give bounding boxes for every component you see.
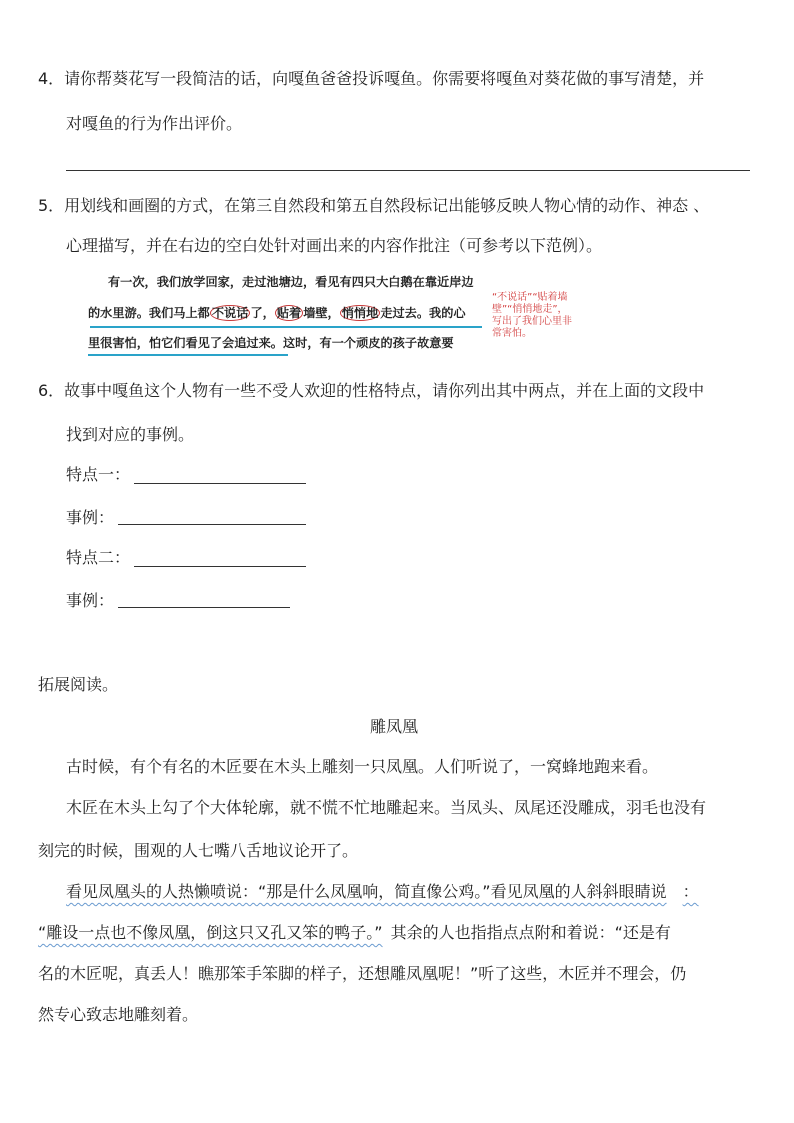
trait-2-label: 特点二： [66, 548, 131, 567]
example-line-3: 里很害怕，怕它们看见了会追过来。这时，有一个顽皮的孩子故意要 [88, 336, 454, 350]
question-5-line-1: 5．用划线和画圈的方式，在第三自然段和第五自然段标记出能够反映人物心情的动作、神态 、 [38, 196, 710, 215]
trait-2-answer-line[interactable] [134, 566, 306, 567]
example-circled-word: 悄悄地 [341, 306, 379, 320]
wavy-underlined-text: ： [682, 882, 699, 901]
example-line-2 [88, 305, 488, 321]
question-5-line-2: 心理描写，并在右边的空白处针对画出来的内容作批注（可参考以下范例）。 [66, 236, 603, 255]
example-1-answer-line[interactable] [118, 524, 306, 525]
trait-1-label: 特点一： [66, 465, 131, 484]
annotation-example-image [84, 268, 584, 364]
question-6-line-1: 6．故事中嘎鱼这个人物有一些不受人欢迎的性格特点，请你列出其中两点，并在上面的文段中 [38, 381, 705, 400]
example-1-label: 事例： [66, 508, 115, 527]
passage-paragraph-2-line-1: 木匠在木头上勾了个大体轮廓，就不慌不忙地雕起来。当凤头、凤尾还没雕成，羽毛也没有 [66, 798, 707, 817]
example-2-label: 事例： [66, 591, 115, 610]
passage-paragraph-3-line-3: 名的木匠呢，真丢人！瞧那笨手笨脚的样子，还想雕凤凰呢！”听了这些，木匠并不理会，仍 [38, 964, 687, 983]
question-6-line-2: 找到对应的事例。 [66, 425, 195, 444]
passage-paragraph-3-line-2 [38, 922, 671, 944]
example-margin-note: “不说话”“贴着墙壁”“悄悄地走”，写出了我们心里非常害怕。 [492, 292, 572, 339]
passage-title: 雕凤凰 [370, 717, 419, 736]
question-4-line-1: 4．请你帮葵花写一段简洁的话，向嘎鱼爸爸投诉嘎鱼。你需要将嘎鱼对葵花做的事写清楚，并 [38, 69, 705, 88]
example-circled-word: 贴着 [276, 306, 302, 320]
passage-text: 其余的人也指指点点附和着说：“还是有 [390, 923, 671, 942]
trait-1-answer-line[interactable] [134, 483, 306, 484]
passage-paragraph-1: 古时候，有个有名的木匠要在木头上雕刻一只凤凰。人们听说了，一窝蜂地跑来看。 [66, 757, 659, 776]
question-4-line-2: 对嘎鱼的行为作出评价。 [66, 114, 243, 133]
passage-paragraph-3-line-1 [66, 881, 699, 903]
reading-heading: 拓展阅读。 [38, 675, 119, 694]
example-text: 了， [250, 306, 275, 320]
example-text: 墙壁， [303, 306, 340, 320]
example-text: 走过去。我的心 [380, 306, 466, 320]
wavy-underlined-text: “雕设一点也不像凤凰，倒这只又孔又笨的鸭子。” [38, 923, 383, 942]
example-2-answer-line[interactable] [118, 607, 290, 608]
example-line-1: 有一次，我们放学回家，走过池塘边，看见有四只大白鹅在靠近岸边 [108, 275, 474, 289]
example-underline [88, 354, 288, 356]
passage-paragraph-3-line-4: 然专心致志地雕刻着。 [38, 1005, 199, 1024]
example-circled-word: 不说话 [211, 306, 249, 320]
example-text: 的水里游。我们马上都 [88, 306, 210, 320]
passage-paragraph-2-line-2: 刻完的时候，围观的人七嘴八舌地议论开了。 [38, 841, 359, 860]
answer-line-q4[interactable] [66, 170, 750, 171]
wavy-underlined-text: 看见凤凰头的人热懒喷说：“那是什么凤凰响，简直像公鸡。”看见凤凰的人斜斜眼睛说 [66, 882, 667, 901]
example-underline [90, 326, 482, 328]
